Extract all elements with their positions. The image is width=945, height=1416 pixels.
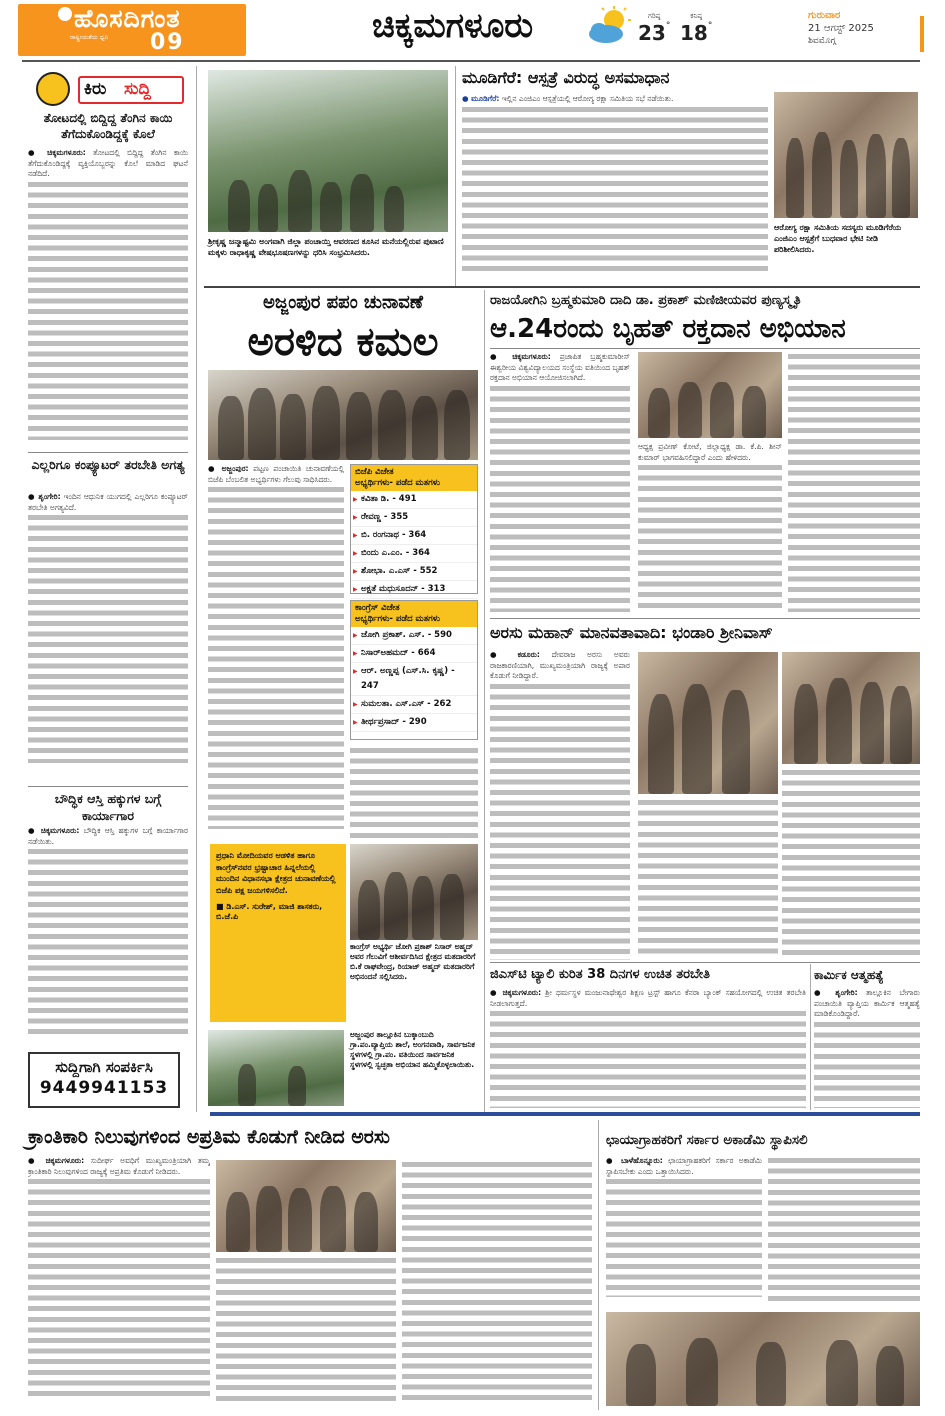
contact-phone: 9449941153	[39, 1078, 169, 1098]
article-photo-academy-col1	[606, 1156, 762, 1306]
caption-krishna-kids: ಶ್ರೀಕೃಷ್ಣ ಜನ್ಮಾಷ್ಟಮಿ ಅಂಗವಾಗಿ ಜಿಲ್ಲಾ ಪಂಚಾಯ್ತಿ ಆವರಣದ ಕೂಸಿನ ಮನೆಯಲ್ಲಿರುವ ಪುಟಾಣಿ ಮಕ್ಕಳು ರಾಧಾಕೃಷ್ಣ ವೇಷಭೂಷಣಗಳನ್ನು ಧರಿಸಿ ಸಂಭ್ರಮಿಸಿದರು.	[208, 237, 444, 257]
dateline-ajjampura: ● ಅಜ್ಜಂಪುರ:	[208, 464, 249, 473]
photo-bhandari-group	[782, 652, 920, 764]
temp-min: ಕನಿಷ್ಠ 18°	[680, 12, 713, 45]
bjp-title-line2: ಅಭ್ಯರ್ಥಿಗಳು- ಪಡೆದ ಮತಗಳು	[355, 478, 441, 488]
dateline-sringeri: ● ಶೃಂಗೇರಿ:	[28, 492, 61, 501]
dateline-blood: ● ಚಿಕ್ಕಮಗಳೂರು:	[490, 352, 551, 361]
section-rule	[204, 286, 920, 288]
quote-text: ಪ್ರಧಾನಿ ಮೋದಿಯವರ ಆಡಳಿತ ಹಾಗೂ ಕಾಂಗ್ರೆಸ್‌ನವರ ಭ್ರಷ್ಟಾಚಾರ ಹಿನ್ನಲೆಯಲ್ಲಿ ಮುಂದಿನ ವಿಧಾನಸಭಾ ಕ್ಷೇತ್ರದ ಚುನಾವಣೆಯಲ್ಲಿ ಬಿಜೆಪಿ ಪಕ್ಷ ಜಯಗಳಿಸಲಿದೆ.	[216, 851, 336, 895]
page-number: 09	[150, 30, 185, 55]
text-lines	[490, 384, 630, 612]
dateline-kadur: ● ಕಡೂರು:	[490, 650, 540, 659]
bjp-result-row: ▶ ಬಿ. ರಂಗನಾಥ - 364	[351, 527, 477, 545]
dateline-sringeri-suicide: ● ಶೃಂಗೇರಿ:	[814, 988, 858, 997]
article-text: ಛಾಯಾಗ್ರಾಹಕರಿಗೆ ಸರ್ಕಾರ ಅಕಾಡೆಮಿ ಸ್ಥಾಪಿಸಬೇಕು ಎಂದು ಒತ್ತಾಯಿಸಿದರು.	[606, 1156, 762, 1176]
text-lines	[402, 1160, 592, 1406]
headline-bhandari: ಅರಸು ಮಹಾನ್ ಮಾನವತಾವಾದಿ: ಭಂಡಾರಿ ಶ್ರೀನಿವಾಸ್	[490, 623, 773, 642]
article-gst-training	[490, 988, 806, 1108]
headline-worker-suicide: ಕಾರ್ಮಿಕ ಆತ್ಮಹತ್ಯೆ	[814, 968, 884, 982]
article-text: ದೇವರಾಜ ಅರಸು ಅವರು ರಾಜಕಾರಣಿಯಾಗಿ, ಮುಖ್ಯಮಂತ್ರಿಯಾಗಿ ರಾಜ್ಯಕ್ಕೆ ಅಪಾರ ಕೊಡುಗೆ ನೀಡಿದ್ದಾರೆ.	[490, 650, 630, 681]
congress-title-line1: ಕಾಂಗ್ರೆಸ್ ವಿಜೇತ	[355, 603, 400, 613]
text-lines	[814, 1020, 920, 1108]
article-text: ಇಂದಿನ ಆಧುನಿಕ ಯುಗದಲ್ಲಿ ಎಲ್ಲರಿಗೂ ಕಂಪ್ಯೂಟರ್ ತರಬೇತಿ ಅಗತ್ಯವಿದೆ.	[28, 492, 188, 512]
article-worker-suicide	[814, 988, 920, 1108]
text-lines	[462, 105, 768, 273]
article-arasu-col3	[402, 1160, 592, 1406]
photo-brahmakumari-press	[638, 352, 782, 438]
bjp-results-table	[350, 464, 478, 594]
bjp-result-row: ▶ ಅಕ್ಷತೆ ಮಧುಸೂದನ್ - 313	[351, 581, 477, 599]
text-lines	[638, 463, 782, 612]
day-name: ಗುರುವಾರ	[808, 10, 841, 21]
dateline	[808, 10, 918, 46]
divider	[490, 348, 920, 349]
divider	[490, 962, 920, 963]
congress-result-row: ▶ ಆರ್. ಅಣ್ಣಪ್ಪ (ಎಸ್.ಸಿ. ಕೃಷ್ಣ) - 247	[351, 663, 477, 696]
kiru-label: ಕಿರು	[84, 79, 107, 99]
article-mudigere-hospital	[462, 94, 768, 280]
section-rule-blue	[210, 1112, 920, 1116]
bjp-result-row: ▶ ಕವಿತಾ ಡಿ. - 491	[351, 491, 477, 509]
article-ipr-workshop	[28, 826, 188, 1046]
dateline-balehonnur: ● ಬಾಳೆಹೊನ್ನೂರು:	[606, 1156, 663, 1165]
article-bhandari-col2	[638, 798, 778, 958]
article-text: ಇಲ್ಲಿನ ಎಂಜಿಎಂ ಆಸ್ಪತ್ರೆಯಲ್ಲಿ ಆರೋಗ್ಯ ರಕ್ಷಾ ಸಮಿತಿಯ ಸಭೆ ನಡೆಯಿತು.	[501, 94, 674, 103]
text-lines	[490, 682, 630, 960]
text-lines	[350, 746, 478, 840]
article-blood-donation-col1	[490, 352, 630, 612]
text-lines	[28, 847, 188, 1037]
hand-pointing-icon	[36, 72, 70, 106]
quote-author: ■ ಡಿ.ಎಸ್. ಸುರೇಶ್, ಮಾಜಿ ಶಾಸಕರು, ಬಿ.ಜೆ.ಪಿ	[216, 902, 323, 921]
bjp-result-row: ▶ ಬಿಂದು ಎ.ಎಂ. - 364	[351, 545, 477, 563]
photo-krishna-kids	[208, 70, 448, 232]
dateline-gst: ● ಚಿಕ್ಕಮಗಳೂರು:	[490, 988, 542, 997]
congress-results-table	[350, 600, 478, 740]
text-lines	[638, 798, 778, 958]
divider	[490, 618, 920, 619]
masthead-rule	[22, 60, 920, 62]
photo-congress-winners	[350, 844, 478, 940]
contact-box	[28, 1052, 180, 1108]
article-text: ಸುದೀರ್ಘ ಅವಧಿಗೆ ಮುಖ್ಯಮಂತ್ರಿಯಾಗಿ ತಮ್ಮ ಕ್ರಾಂತಿಕಾರಿ ನಿಲುವುಗಳಿಂದ ರಾಜ್ಯಕ್ಕೆ ಅಪ್ರತಿಮ ಕೊಡುಗೆ ನೀಡಿದರು.	[28, 1156, 210, 1176]
text-lines	[606, 1177, 762, 1297]
headline-blood-donation: ಆ.24ರಂದು ಬೃಹತ್ ರಕ್ತದಾನ ಅಭಿಯಾನ	[490, 314, 846, 344]
temp-max-label: ಗರಿಷ್ಠ	[648, 12, 661, 20]
photo-bjp-victory	[208, 370, 478, 460]
photo-arasu-event	[216, 1160, 396, 1252]
headline-arasu: ಕ್ರಾಂತಿಕಾರಿ ನಿಲುವುಗಳಿಂದ ಅಪ್ರತಿಮ ಕೊಡುಗೆ ನೀಡಿದ ಅರಸು	[28, 1126, 390, 1148]
temp-max-value: 23	[638, 21, 666, 45]
headline-gst-training: ಜಿಎಸ್‌ಟಿ ಟ್ಯಾಲಿ ಕುರಿತ 38 ದಿನಗಳ ಉಚಿತ ತರಬೇತಿ	[490, 967, 711, 982]
text-lines	[208, 485, 344, 829]
date: 21 ಆಗಸ್ಟ್ 2025	[808, 23, 874, 34]
quote-box	[210, 844, 346, 1022]
kicker-blood-donation: ರಾಜಯೋಗಿನಿ ಬ್ರಹ್ಮಕುಮಾರಿ ದಾದಿ ಡಾ. ಪ್ರಕಾಶ್ ಮಣಿಜೀಯವರ ಪುಣ್ಯಸ್ಮೃತಿ	[490, 293, 801, 308]
article-text: ಪ್ರಜಾಪಿತ ಬ್ರಹ್ಮಕುಮಾರೀಸ್ ಈಶ್ವರೀಯ ವಿಶ್ವವಿದ್ಯಾಲಯದ ಸಂಸ್ಥೆಯ ವತಿಯಿಂದ ಬೃಹತ್ ರಕ್ತದಾನ ಅಭಿಯಾನ ಆಯೋಜಿಸಲಾಗಿದೆ.	[490, 352, 630, 383]
caption-congress-winners: ಕಾಂಗ್ರೆಸ್ ಅಭ್ಯರ್ಥಿ ಜೋಗಿ ಪ್ರಕಾಶ್ ನಿಸಾರ್ ಅಹ್ಮದ್ ಅವರ ಗೆಲುವಿಗೆ ಆಶೀರ್ವದಿಸಿದ ಕ್ಷೇತ್ರದ ಮತದಾರರಿಗೆ ಬಿ.ಕೆ ರಾಘವೇಂದ್ರ, ರಿಯಾಜ್ ಅಹ್ಮದ್ ಮತದಾರರಿಗೆ ಅಭಿನಂದನೆ ಸಲ್ಲಿಸಿದರು.	[350, 942, 476, 981]
logo: ಹೊಸದಿಗಂತ	[74, 4, 181, 33]
bjp-title-line1: ಬಿಜೆಪಿ ವಿಜೇತ	[355, 467, 394, 477]
logo-tagline: ರಾಷ್ಟ್ರೀಯತೆಯ ಧ್ವನಿ	[70, 34, 108, 41]
article-ajjampura-cont	[350, 746, 478, 840]
contact-label: ಸುದ್ದಿಗಾಗಿ ಸಂಪರ್ಕಿಸಿ	[55, 1058, 153, 1076]
column-divider	[484, 290, 485, 1112]
dateline-mudigere: ● ಮೂಡಿಗೆರೆ:	[462, 94, 500, 103]
text-lines	[28, 1177, 210, 1399]
dateline-chikkamagaluru: ● ಚಿಕ್ಕಮಗಳೂರು:	[28, 826, 80, 835]
text-lines	[490, 1009, 806, 1108]
column-divider	[196, 66, 197, 1112]
headline-photo-academy: ಛಾಯಾಗ್ರಾಹಕರಿಗೆ ಸರ್ಕಾರ ಅಕಾಡೆಮಿ ಸ್ಥಾಪಿಸಲಿ	[606, 1132, 808, 1148]
article-blood-donation-col3	[788, 352, 920, 612]
bjp-result-row: ▶ ಶೋಭಾ. ಎ.ಎಸ್ - 552	[351, 563, 477, 581]
photo-bhandari-event	[638, 652, 778, 794]
edition: ಶಿವಮೊಗ್ಗ	[808, 36, 836, 46]
article-coconut-murder	[28, 148, 188, 448]
page-title: ಚಿಕ್ಕಮಗಳೂರು	[372, 6, 534, 46]
article-text: ಪಟ್ಟಣ ಪಂಚಾಯಿತಿ ಚುನಾವಣೆಯಲ್ಲಿ ಬಿಜೆಪಿ ಬೆಂಬಲಿತ ಅಭ್ಯರ್ಥಿಗಳು ಗೆಲುವು ಸಾಧಿಸಿದರು.	[208, 464, 344, 484]
congress-result-row: ▶ ಜೋಗಿ ಪ್ರಕಾಶ್. ಎಸ್. - 590	[351, 627, 477, 645]
article-text: ಶ್ರೀ ಧರ್ಮಸ್ಥಳ ಮಂಜುನಾಥೇಶ್ವರ ಶಿಕ್ಷಣ ಟ್ರಸ್ಟ್ ಹಾಗೂ ಕೆನರಾ ಬ್ಯಾಂಕ್ ಸಹಯೋಗದಲ್ಲಿ ಉಚಿತ ತರಬೇತಿ ನೀಡಲಾಗುತ್ತದೆ.	[490, 988, 806, 1008]
suddi-label: ಸುದ್ದಿ	[124, 79, 151, 99]
article-text: ತೋಟದಲ್ಲಿ ಬಿದ್ದಿದ್ದ ತೆಂಗಿನ ಕಾಯಿ ತೆಗೆದುಕೊಂಡಿದ್ದಕ್ಕೆ ವ್ಯಕ್ತಿಯೊಬ್ಬರನ್ನು ಕೊಲೆ ಮಾಡಿದ ಘಟನೆ ನಡೆದಿದೆ.	[28, 148, 188, 179]
temp-min-label: ಕನಿಷ್ಠ	[690, 12, 703, 20]
dateline-coconut: ● ಚಿಕ್ಕಮಗಳೂರು:	[28, 148, 86, 157]
headline-coconut-murder: ತೋಟದಲ್ಲಿ ಬಿದ್ದಿದ್ದ ತೆಂಗಿನ ಕಾಯಿ ತೆಗೆದುಕೊಂಡಿದ್ದಕ್ಕೆ ಕೊಲೆ	[43, 111, 173, 141]
congress-results-title	[351, 601, 477, 627]
temp-max: ಗರಿಷ್ಠ 23°	[638, 12, 671, 45]
sun-cloud-icon	[586, 6, 632, 46]
article-computer-training	[28, 492, 188, 782]
congress-result-row: ▶ ತೀರ್ಥಪ್ರಸಾದ್ - 290	[351, 714, 477, 732]
caption-hospital-visit: ಆರೋಗ್ಯ ರಕ್ಷಾ ಸಮಿತಿಯ ಸದಸ್ಯರು ಮೂಡಿಗೆರೆಯ ಎಂಜಿಎಂ ಆಸ್ಪತ್ರೆಗೆ ಬುಧವಾರ ಭೇಟಿ ನೀಡಿ ಪರಿಶೀಲಿಸಿದರು.	[774, 223, 902, 254]
caption-cleanliness-drive: ಅಜ್ಜಂಪುರ ತಾಲ್ಲೂಕಿನ ಬುಕ್ಕಾಂಬುದಿ ಗ್ರಾ.ಪಂ.ವ್ಯಾಪ್ತಿಯ ಶಾಲೆ, ಅಂಗನವಾಡಿ, ಸಾರ್ವಜನಿಕ ಸ್ಥಳಗಳಲ್ಲಿ ಗ್ರಾ.ಪಂ. ವತಿಯಿಂದ ಸಾರ್ವಜನಿಕ ಸ್ಥಳಗಳಲ್ಲಿ ಸ್ವಚ್ಛತಾ ಅಭಿಯಾನ ಹಮ್ಮಿಕೊಳ್ಳಲಾಯಿತು.	[350, 1030, 475, 1069]
text-lines	[28, 180, 188, 440]
dateline-arasu: ● ಚಿಕ್ಕಮಗಳೂರು:	[28, 1156, 85, 1165]
bjp-results-title	[351, 465, 477, 491]
article-arasu-col2	[216, 1256, 396, 1406]
photo-photographers-meet	[606, 1312, 920, 1406]
congress-result-row: ▶ ಸುಮಲತಾ. ಎಸ್.ಎಸ್ - 262	[351, 696, 477, 714]
divider	[28, 452, 188, 453]
text-lines	[782, 768, 920, 958]
masthead-accent-bar	[920, 16, 924, 52]
photo-cleanliness-drive	[208, 1030, 344, 1106]
text-lines	[216, 1256, 396, 1406]
article-ajjampura	[208, 464, 344, 840]
headline-computer-training: ಎಲ್ಲರಿಗೂ ಕಂಪ್ಯೂಟರ್ ತರಬೇತಿ ಅಗತ್ಯ	[31, 457, 185, 472]
article-photo-academy-col2	[768, 1156, 920, 1306]
kicker-ajjampura: ಅಜ್ಜಂಪುರ ಪಪಂ ಚುನಾವಣೆ	[263, 292, 423, 313]
column-divider	[810, 964, 811, 1110]
column-divider	[598, 1120, 599, 1410]
text-lines	[788, 352, 920, 612]
headline-aralida-kamala: ಅರಳಿದ ಕಮಲ	[247, 319, 439, 365]
text-lines	[768, 1156, 920, 1306]
article-bhandari-col3	[782, 768, 920, 958]
article-text: ಬೌದ್ಧಿಕ ಆಸ್ತಿ ಹಕ್ಕುಗಳ ಬಗ್ಗೆ ಕಾರ್ಯಾಗಾರ ನಡೆಯಿತು.	[28, 826, 188, 846]
headline-ipr-workshop: ಬೌದ್ಧಿಕ ಆಸ್ತಿ ಹಕ್ಕುಗಳ ಬಗ್ಗೆ ಕಾರ್ಯಾಗಾರ	[54, 791, 162, 823]
text-lines	[28, 513, 188, 763]
article-bhandari-col1	[490, 650, 630, 960]
congress-title-line2: ಅಭ್ಯರ್ಥಿಗಳು- ಪಡೆದ ಮತಗಳು	[355, 614, 441, 624]
article-text: ತಾಲ್ಲೂಕಿನ ಬೇಗಾರು ಪಂಚಾಯಿತಿ ವ್ಯಾಪ್ತಿಯ ಕಾರ್ಮಿಕ ಆತ್ಮಹತ್ಯೆ ಮಾಡಿಕೊಂಡಿದ್ದಾರೆ.	[814, 988, 920, 1019]
article-arasu-col1	[28, 1156, 210, 1406]
headline-mudigere-hospital: ಮೂಡಿಗೆರೆ: ಆಸ್ಪತ್ರೆ ವಿರುದ್ಧ ಅಸಮಾಧಾನ	[462, 68, 670, 87]
masthead	[0, 0, 945, 60]
congress-result-row: ▶ ನಿಸಾರ್‌ಅಹಮದ್ - 664	[351, 645, 477, 663]
divider	[28, 786, 188, 787]
logo-emblem-icon	[58, 7, 72, 21]
photo-caption-text: ಆಧ್ಯಕ್ಷ ಪ್ರವೀಣ್ ಕೋಟೆ, ಜಿಲ್ಲಾಧ್ಯಕ್ಷ ಡಾ. ಕೆ.ಪಿ. ಶೀನ್ ಕುಮಾರ್ ಭಾಗವಹಿಸಲಿದ್ದಾರೆ ಎಂದು ಹೇಳಿದರು.	[638, 442, 782, 462]
photo-hospital-visit	[774, 92, 918, 218]
bjp-result-row: ▶ ರೇವಣ್ಣ - 355	[351, 509, 477, 527]
article-blood-donation-col2	[638, 442, 782, 612]
temp-min-value: 18	[680, 21, 708, 45]
column-divider	[455, 66, 456, 286]
